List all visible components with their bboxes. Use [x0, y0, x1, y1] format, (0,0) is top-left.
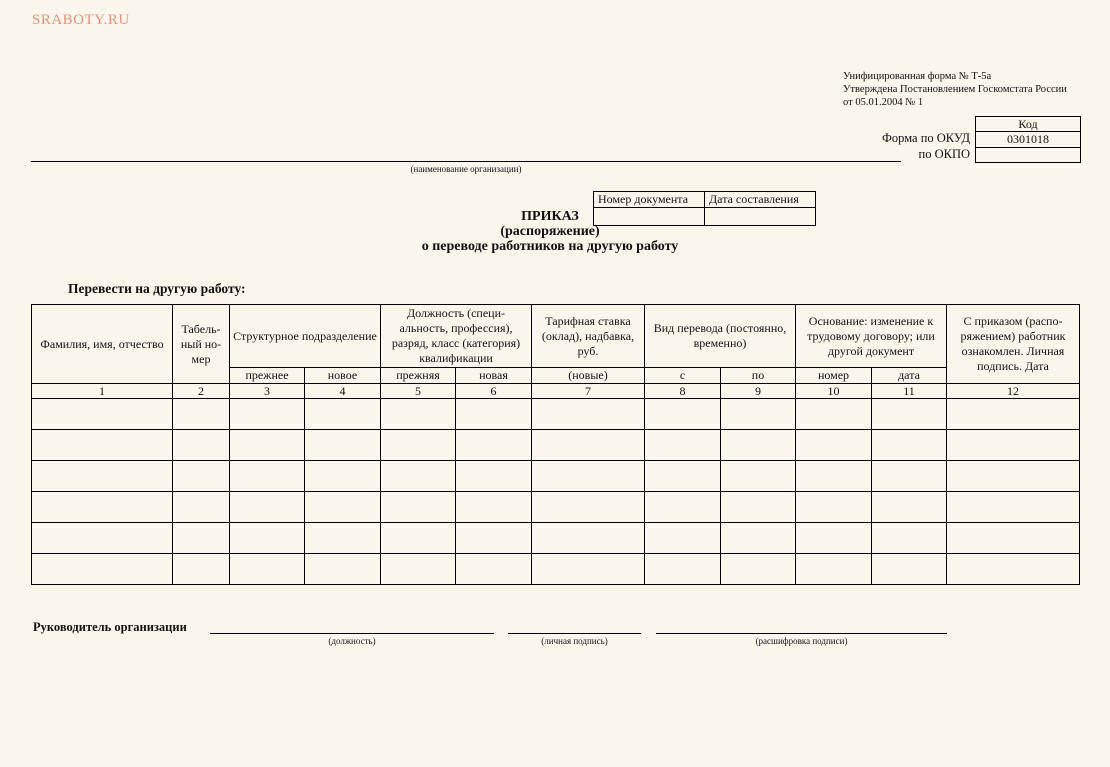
table-cell[interactable] [456, 399, 532, 430]
column-number: 10 [796, 384, 872, 399]
table-cell[interactable] [173, 492, 230, 523]
header-acknowledged: С приказом (распо-ряжением) работник ознакомлен. Личная подпись. Дата [947, 305, 1080, 384]
code-header: Код [975, 116, 1081, 131]
signature-position-caption: (должность) [328, 636, 376, 646]
table-cell[interactable] [872, 554, 947, 585]
table-cell[interactable] [532, 554, 645, 585]
table-cell[interactable] [872, 430, 947, 461]
column-number: 3 [230, 384, 305, 399]
column-number: 4 [305, 384, 381, 399]
table-row [32, 554, 1080, 585]
table-cell[interactable] [721, 461, 796, 492]
table-cell[interactable] [230, 461, 305, 492]
table-row [32, 492, 1080, 523]
header-kind-from: с [645, 368, 721, 384]
table-cell[interactable] [645, 430, 721, 461]
table-cell[interactable] [230, 523, 305, 554]
table-cell[interactable] [32, 399, 173, 430]
header-name: Фамилия, имя, отчество [32, 305, 173, 384]
table-cell[interactable] [381, 430, 456, 461]
table-cell[interactable] [305, 554, 381, 585]
table-cell[interactable] [645, 492, 721, 523]
form-meta-line1: Унифицированная форма № Т-5а [843, 71, 992, 82]
table-cell[interactable] [872, 523, 947, 554]
header-rate-sub: (новые) [532, 368, 645, 384]
table-row [32, 523, 1080, 554]
column-number: 7 [532, 384, 645, 399]
signature-decode-field[interactable] [656, 633, 947, 634]
column-number: 12 [947, 384, 1080, 399]
organization-name-field[interactable] [31, 161, 901, 162]
doc-date-label: Дата составления [705, 192, 816, 208]
table-cell[interactable] [721, 523, 796, 554]
header-unit-new: новое [305, 368, 381, 384]
transfer-table [31, 304, 1080, 585]
table-cell[interactable] [645, 554, 721, 585]
table-cell[interactable] [230, 399, 305, 430]
title-sub: (распоряжение) [500, 224, 600, 239]
column-number: 2 [173, 384, 230, 399]
signature-label: Руководитель организации [33, 620, 187, 634]
table-cell[interactable] [456, 523, 532, 554]
table-cell[interactable] [796, 554, 872, 585]
table-cell[interactable] [32, 461, 173, 492]
table-cell[interactable] [32, 523, 173, 554]
form-meta-line2: Утверждена Постановлением Госкомстата России [843, 84, 1067, 95]
page-title: ПРИКАЗ [521, 209, 579, 224]
header-position: Должность (специ-альность, профессия), разряд, класс (категория) квалификации [381, 305, 532, 368]
table-row [32, 430, 1080, 461]
table-cell[interactable] [456, 492, 532, 523]
table-cell[interactable] [230, 492, 305, 523]
table-row [32, 461, 1080, 492]
table-cell[interactable] [947, 430, 1080, 461]
table-cell[interactable] [645, 399, 721, 430]
table-cell[interactable] [796, 523, 872, 554]
table-cell[interactable] [230, 554, 305, 585]
header-rate: Тарифная ставка (оклад), надбавка, руб. [532, 305, 645, 368]
table-cell[interactable] [721, 430, 796, 461]
header-unit: Структурное подразделение [230, 305, 381, 368]
table-cell[interactable] [381, 461, 456, 492]
table-cell[interactable] [796, 399, 872, 430]
table-cell[interactable] [532, 461, 645, 492]
table-cell[interactable] [947, 523, 1080, 554]
header-basis-number: номер [796, 368, 872, 384]
column-number: 5 [381, 384, 456, 399]
table-cell[interactable] [947, 399, 1080, 430]
signature-sign-field[interactable] [508, 633, 641, 634]
okpo-value[interactable] [975, 147, 1081, 163]
table-cell[interactable] [645, 461, 721, 492]
header-transfer-kind: Вид перевода (постоянно, временно) [645, 305, 796, 368]
table-cell[interactable] [230, 430, 305, 461]
table-cell[interactable] [532, 523, 645, 554]
table-cell[interactable] [796, 430, 872, 461]
table-cell[interactable] [381, 399, 456, 430]
table-cell[interactable] [32, 430, 173, 461]
okud-value[interactable]: 0301018 [975, 131, 1081, 148]
header-unit-prev: прежнее [230, 368, 305, 384]
organization-caption: (наименование организации) [410, 164, 522, 174]
title-block [350, 209, 750, 254]
doc-number-label: Номер документа [594, 192, 705, 208]
table-cell[interactable] [173, 461, 230, 492]
table-cell[interactable] [796, 461, 872, 492]
form-meta-line3: от 05.01.2004 № 1 [843, 97, 924, 108]
table-cell[interactable] [173, 554, 230, 585]
column-number: 8 [645, 384, 721, 399]
table-cell[interactable] [173, 399, 230, 430]
okud-label: Форма по ОКУД [882, 131, 970, 145]
table-cell[interactable] [721, 492, 796, 523]
header-pos-new: новая [456, 368, 532, 384]
table-cell[interactable] [305, 523, 381, 554]
table-cell[interactable] [173, 430, 230, 461]
header-tab-number: Табель-ный но-мер [173, 305, 230, 384]
table-row [32, 399, 1080, 430]
table-cell[interactable] [456, 554, 532, 585]
title-subject: о переводе работников на другую работу [421, 239, 679, 254]
form-meta [843, 70, 1067, 109]
column-numbers-row [32, 384, 1080, 399]
table-cell[interactable] [721, 399, 796, 430]
table-cell[interactable] [173, 523, 230, 554]
table-cell[interactable] [645, 523, 721, 554]
signature-sign-caption: (личная подпись) [541, 636, 608, 646]
transfer-label: Перевести на другую работу: [68, 281, 246, 296]
table-cell[interactable] [532, 399, 645, 430]
table-cell[interactable] [721, 554, 796, 585]
table-cell[interactable] [532, 430, 645, 461]
column-number: 9 [721, 384, 796, 399]
table-cell[interactable] [872, 492, 947, 523]
table-cell[interactable] [456, 430, 532, 461]
watermark: SRABOTY.RU [32, 12, 130, 28]
table-cell[interactable] [872, 399, 947, 430]
table-cell[interactable] [305, 430, 381, 461]
signature-position-field[interactable] [210, 633, 494, 634]
column-number: 11 [872, 384, 947, 399]
table-cell[interactable] [381, 554, 456, 585]
table-cell[interactable] [947, 461, 1080, 492]
table-cell[interactable] [305, 492, 381, 523]
table-cell[interactable] [532, 492, 645, 523]
table-cell[interactable] [305, 399, 381, 430]
column-number: 6 [456, 384, 532, 399]
table-cell[interactable] [796, 492, 872, 523]
table-cell[interactable] [456, 461, 532, 492]
header-pos-prev: прежняя [381, 368, 456, 384]
signature-decode-caption: (расшифровка подписи) [755, 636, 848, 646]
okpo-label: по ОКПО [918, 147, 970, 161]
table-cell[interactable] [381, 492, 456, 523]
column-number: 1 [32, 384, 173, 399]
table-cell[interactable] [872, 461, 947, 492]
table-cell[interactable] [305, 461, 381, 492]
header-basis: Основание: изменение к трудовому договору; или другой документ [796, 305, 947, 368]
table-cell[interactable] [947, 554, 1080, 585]
table-cell[interactable] [32, 554, 173, 585]
table-cell[interactable] [32, 492, 173, 523]
header-kind-to: по [721, 368, 796, 384]
table-cell[interactable] [947, 492, 1080, 523]
header-basis-date: дата [872, 368, 947, 384]
table-cell[interactable] [381, 523, 456, 554]
